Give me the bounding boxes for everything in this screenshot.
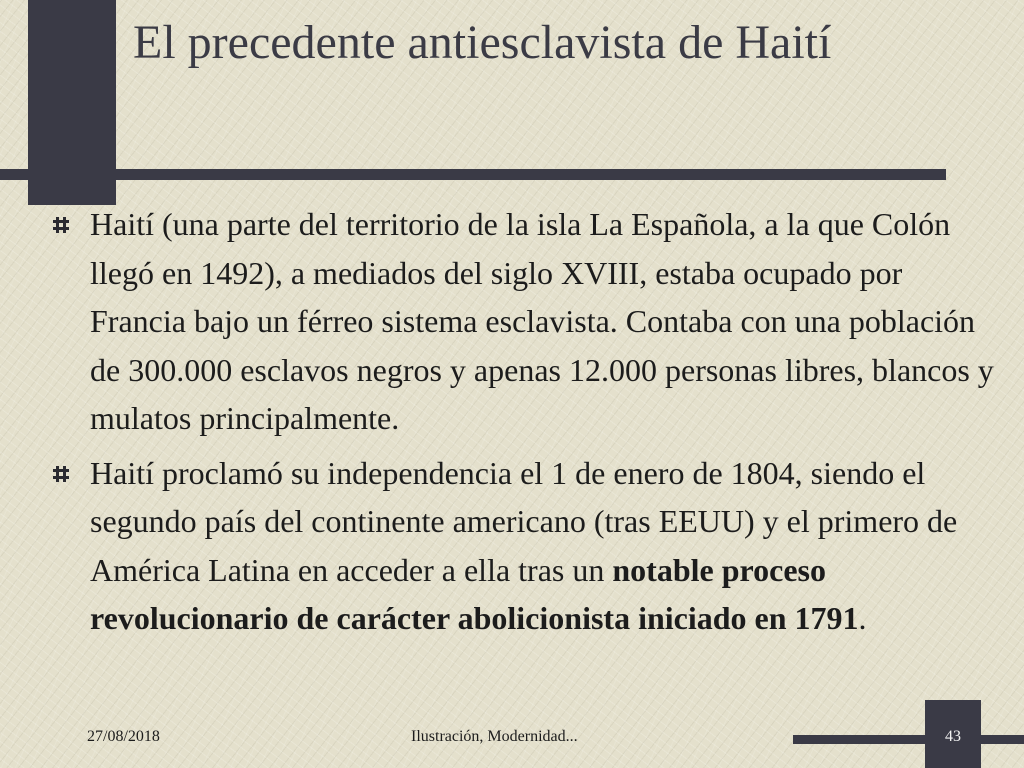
footer-date: 27/08/2018 — [87, 728, 160, 745]
bullet-text: Haití (una parte del territorio de la isla La Española, a la que Colón llegó en 1492), a mediados del siglo XVIII, estaba ocupado por Francia bajo un férreo sistema esclavista. Contaba con una población de 300.000 esclavos negros y apenas 12.000 personas libres, blancos y mulatos principalmente. — [90, 206, 994, 436]
footer-center-text: Ilustración, Modernidad... — [411, 728, 578, 745]
hash-bullet-icon — [52, 465, 70, 483]
page-number: 43 — [945, 728, 961, 745]
decorative-horizontal-rule-bottom — [793, 735, 1024, 744]
bullet-item-2 — [50, 449, 1005, 643]
hash-bullet-icon — [52, 216, 70, 234]
bullet-text-end: . — [858, 600, 867, 636]
decorative-horizontal-rule-top — [0, 169, 946, 180]
slide-title: El precedente antiesclavista de Haití — [133, 16, 832, 69]
bullet-text: Haití proclamó su independencia el 1 de enero de 1804, siendo el segundo país del continente americano (tras EEUU) y el primero de América Latina en acceder a ella tras un — [90, 454, 958, 588]
bullet-item-1 — [50, 200, 1005, 443]
bullet-list — [50, 200, 1005, 649]
bullet-bold-text: notable proceso revolucionario de carácter abolicionista iniciado en 1791 — [90, 551, 859, 636]
